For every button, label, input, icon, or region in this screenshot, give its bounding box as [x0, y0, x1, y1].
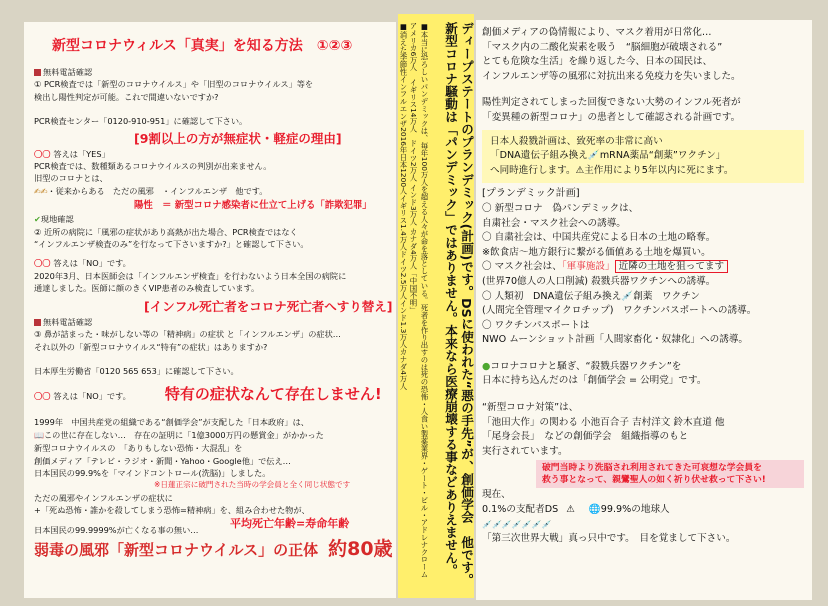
text-line: +「死ぬ恐怖・誰かを殺してしまう恐怖=精神病」を、組み合わせた物が、: [34, 505, 310, 516]
plan-item: 〇 ワクチンパスポートは: [482, 319, 590, 331]
text-line: ✍✍・従来からある ただの風邪 ・インフルエンザ 他です。: [34, 185, 268, 196]
text-line: 「マスク内の二酸化炭素を吸う “脳細胞が破壊される”: [482, 41, 723, 53]
text-line: 現在、: [482, 489, 511, 501]
phone-contact: PCR検査センター「0120-910-951」に確認して下さい。: [34, 116, 248, 127]
text-line: 通達しました。医師に顔のきくVIP患者のみ検査しています。: [34, 283, 260, 294]
text-line: ① PCR検査では「新型のコロナウイルス」や「旧型のコロナウイルス」等を: [34, 79, 314, 90]
text-line: ② 近所の病院に「風邪の症状があり高熱が出た場合、PCR検査ではなく: [34, 226, 298, 237]
plan-item: ※飲食店～地方銀行に繋がる価値ある土地を爆買い。: [482, 246, 711, 258]
vertical-note-flu: ■消えた季節性インフルエンザ2016年日本1200人イギリス1.4万人ドイツ2.5万人インド1.3万人カナダ4万人: [399, 22, 408, 390]
text-line: “インフルエンザ検査のみ”を行なって下さいますか?」と確認して下さい。: [34, 239, 309, 250]
text-line: インフルエンザ等の風邪に対抗出来る免疫力を失いました。: [482, 70, 741, 82]
military-highlight: 「軍事施設」: [561, 261, 615, 273]
syringe-row-icon: 💉💉💉💉💉💉💉: [482, 519, 552, 529]
banner-flu-swap: [インフル死亡者をコロナ死亡者へすり替え]: [144, 298, 393, 314]
plan-item: 〇 人類初 DNA遺伝子組み換え💉創薬 ワクチン: [482, 290, 700, 302]
text-line: 日本人殺戮計画は、致死率の非常に高い: [490, 135, 663, 147]
book-icon: 📖: [34, 430, 44, 440]
plan-item: 〇 マスク社会は、「軍事施設」 近隣の土地を狙ってます: [482, 260, 804, 275]
right-panel: [476, 20, 812, 600]
note: ※日蓮正宗に破門された当時の学会員と全く同じ状態です: [154, 480, 351, 490]
text-line: 創価メディアの偽情報により、マスク着用が日常化…: [482, 27, 712, 38]
circle-mark-icon: 〇〇: [34, 148, 51, 159]
plan-item: (世界70億人の人口削減) 殺戮兵器ワクチンへの誘導。: [482, 275, 716, 287]
plan-item: NWO ムーンショット計画「人間家畜化・奴隷化」への誘導。: [482, 334, 749, 346]
globe-icon: 🌐: [588, 504, 601, 516]
text-line: 「変異種の新型コロナ」の患者として確認される計画です。: [482, 111, 741, 123]
vertical-note-pandemic: ■本当に恐ろしいパンデミックは、毎年100万人を超える人々が命を落としている。死者を作り出すのは死の恐怖・人食い製薬業界・ゲート・ビル・アドレナクローム: [420, 22, 429, 578]
text-line: 陽性判定されてしまった回復できない大勢のインフル死者が: [482, 97, 741, 109]
text-line: とても危険な生活」を繰り返した今、日本の国民は、: [482, 56, 713, 68]
phone-contact: 日本厚生労働省「0120 565 653」に確認して下さい。: [34, 365, 239, 376]
middle-panel: [398, 14, 474, 598]
text-line: 日本国民の99.9999%が亡くなる事の無い… 平均死亡年齢=寿命年齢: [34, 516, 350, 535]
hands-icon: ✍✍: [34, 186, 48, 196]
answer-line: 〇〇 答えは「NO」です。 特有の症状なんて存在しません!: [34, 385, 382, 404]
conclusion-text: 弱毒の風邪「新型コロナウイルス」の正体: [34, 540, 319, 559]
text-line: 「池田大作」の関わる 小池百合子 吉村洋文 鈴木直道 他: [482, 416, 725, 428]
red-square-icon: [34, 69, 41, 76]
text-line: 2020年3月、日本医師会は「インフルエンザ検査」を行わないよう日本全国の病院に: [34, 270, 347, 281]
answer-line: 〇〇 答えは「NO」です。: [34, 258, 131, 269]
vertical-headline-1: 新型コロナ騒動は「パンデミック」ではありません。本来なら医療崩壊する事などありえません。: [443, 22, 458, 577]
text-line: 「DNA遺伝子組み換え💉mRNA薬品“創薬”ワクチン」: [490, 150, 726, 162]
text-line: へ同時進行します。⚠主作用により5年以内に死にます。: [490, 164, 734, 176]
banner-asymptomatic: [9割以上の方が無症状・軽症の理由]: [134, 130, 342, 146]
text-line: ただの風邪やインフルエンザの症状に: [34, 492, 173, 503]
circle-mark-icon: 〇〇: [34, 391, 51, 402]
page-title: 新型コロナウィルス「真実」を知る方法 ①②③: [52, 38, 353, 54]
text-line: 日本に持ち込んだのは「創価学会 = 公明党」です。: [482, 375, 707, 387]
warning-box: [482, 130, 804, 184]
text-line: 📖この世に存在しない… 存在の証明に「1億3000万円の懸賞金」がかかった: [34, 429, 324, 440]
plan-title: [プランデミック計画]: [482, 188, 580, 200]
plan-item: 〇 自粛社会は、中国共産党による日本の土地の略奪。: [482, 232, 716, 244]
land-target-box: 近隣の土地を狙ってます: [615, 260, 729, 273]
conclusion-age: 約80歳: [328, 537, 393, 560]
plan-item: (人間完全管理マイクロチップ) ワクチンパスポートへの誘導。: [482, 305, 757, 317]
answer-line: 〇〇 答えは「YES」: [34, 148, 110, 159]
circle-mark-icon: 〇〇: [34, 258, 51, 269]
section-header: 無料電話確認: [34, 316, 388, 328]
text-line: 創価メディア「テレビ・ラジオ・新聞・Yahoo・Google他」で伝え…: [34, 455, 291, 466]
text-line: 「第三次世界大戦」真っ只中です。 目を覚まして下さい。: [482, 533, 736, 545]
red-square-icon: [34, 319, 41, 326]
avg-death-age: 平均死亡年齢=寿命年齢: [230, 516, 350, 530]
plan-item: 〇 新型コロナ 偽パンデミックは、: [482, 202, 639, 214]
text-line: ●コロナコロナと騒ぎ、“殺戮兵器ワクチン”を: [482, 360, 682, 372]
section-header: 無料電話確認: [34, 66, 388, 78]
vertical-headline-2: ディープステートのプランデミック(計画)です。DSに使われた“悪の手先”が、創価学会 他です。: [459, 22, 474, 587]
text-line: 0.1%の支配者DS ⚠ 🌐99.9%の地球人: [482, 504, 670, 516]
text-line: 検出し陽性判定が可能。これで間違いないですか?: [34, 91, 219, 102]
text-line: ③ 鼻が詰まった・味がしない等の「精神病」の症状 と「インフルエンザ」の症状…: [34, 329, 341, 340]
text-line: 旧型のコロナとは、: [34, 173, 108, 184]
pink-callout: 破門当時より洗脳され利用されてきた可哀想な学会員を 救う事となって、親鸞聖人の如く祈り伏せ救って下さい!: [536, 460, 804, 488]
text-line: 日本国民の99.9%を「マインドコントロール(洗脳)」しました。: [34, 467, 271, 478]
vertical-note-flu-2: アメリカ6万人 イギリス14万人 ドイツ2万人 インド3万人 カナダ4万人「中国不明」: [409, 22, 418, 314]
text-line: 1999年 中国共産党の組織である“創価学会”が支配した「日本政府」は、: [34, 417, 309, 428]
text-line: “新型コロナ対策”は、: [482, 402, 579, 414]
plan-item: 自粛社会・マスク社会への誘導。: [482, 217, 626, 229]
green-dot-icon: ●: [482, 360, 491, 372]
text-line: それ以外の「新型コロナウイルス“特有”の症状」はありますか?: [34, 341, 268, 352]
banner-fraud: 陽性 ＝ 新型コロナ感染者に仕立て上げる「詐欺犯罪」: [134, 200, 372, 212]
conclusion: [34, 537, 393, 563]
banner-no-symptoms: 特有の症状なんて存在しません!: [164, 385, 382, 404]
section-header: ✔現地確認: [34, 214, 74, 225]
text-line: PCR検査では、数種類あるコロナウイルスの判別が出来ません。: [34, 161, 272, 172]
text-line: 実行されています。: [482, 445, 568, 457]
check-icon: ✔: [34, 214, 41, 225]
warning-icon: ⚠: [566, 504, 575, 516]
text-line: 新型コロナウイルスの 「ありもしない恐怖・大混乱」を: [34, 443, 243, 454]
text-line: 「尾身会長」 などの創価学会 組織指導のもと: [482, 431, 689, 443]
left-panel: [24, 22, 396, 598]
